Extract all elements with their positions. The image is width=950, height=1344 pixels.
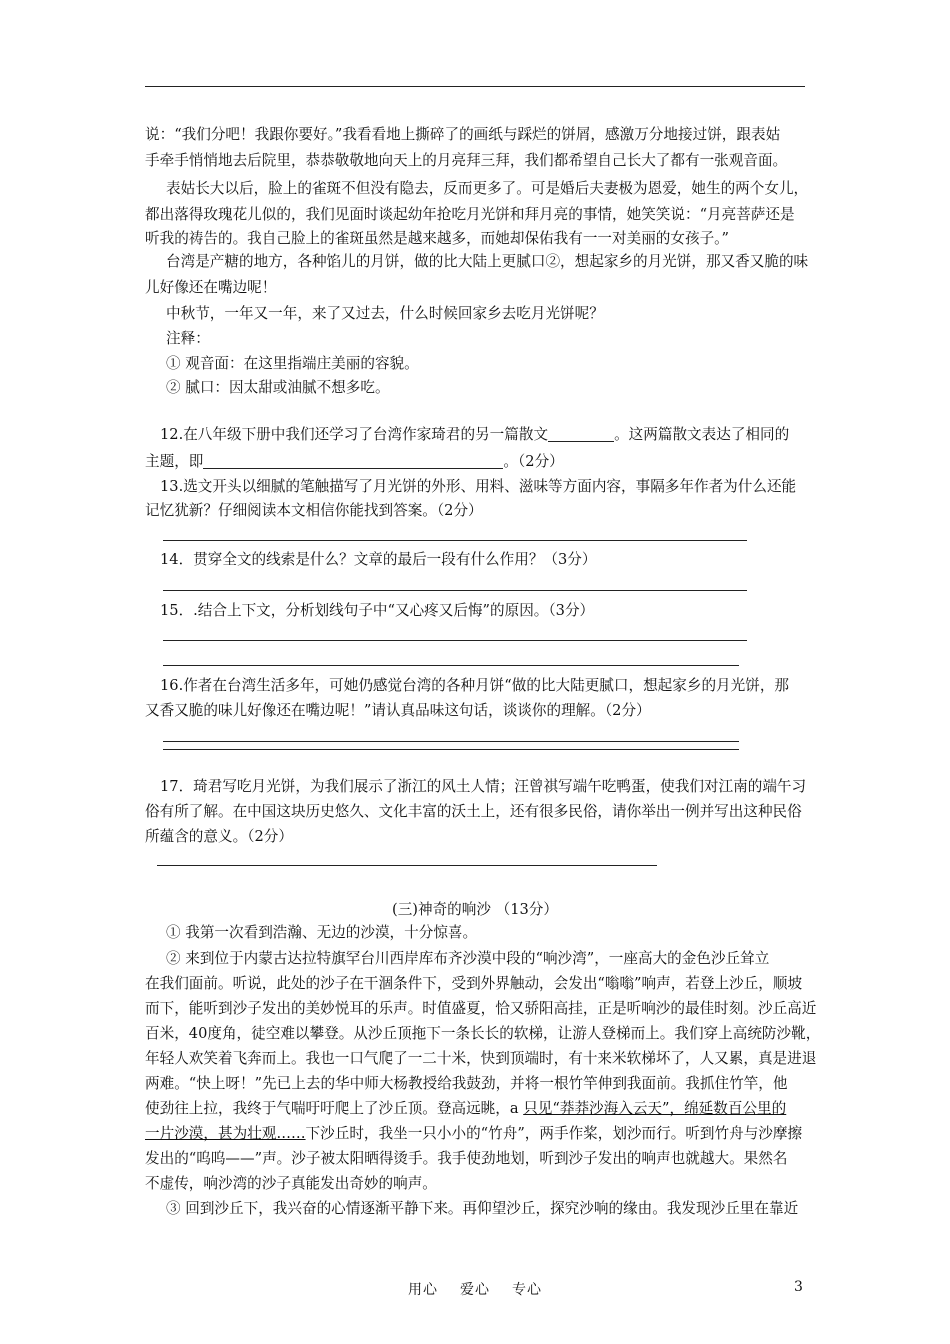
text-line: 中秋节，一年又一年，来了又过去，什么时候回家乡去吃月光饼呢？ [166,305,604,322]
answer-line[interactable] [157,865,657,866]
text-line: 手牵手悄悄地去后院里，恭恭敬敬地向天上的月亮拜三拜，我们都希望自己长大了都有一张观音面。 [145,152,788,169]
answer-line[interactable] [163,640,747,641]
text-line: 记忆犹新？仔细阅读本文相信你能找到答案。（2分） [145,502,483,519]
underlined-sentence: 只见“莽莽沙海入云天”，绵延数百公里的 [523,1100,787,1117]
text-line: 台湾是产糖的地方，各种馅儿的月饼，做的比大陆上更腻口②，想起家乡的月光饼，那又香又脆的味 [166,253,809,270]
text-line: 17．琦君写吃月光饼，为我们展示了浙江的风土人情；汪曾祺写端午吃鸭蛋，使我们对江南的端午习 [160,778,807,795]
text-line: 15．.结合上下文，分析划线句子中“又心疼又后悔”的原因。（3分） [160,602,595,619]
text-line: 都出落得玫瑰花儿似的，我们见面时谈起幼年抢吃月光饼和拜月亮的事情，她笑笑说：“月亮菩萨还是 [145,206,795,223]
text-line: 在我们面前。听说，此处的沙子在干涸条件下，受到外界触动，会发出“嗡嗡”响声，若登上沙丘，顺坡 [145,975,803,992]
text-line: 听我的祷告的。我自己脸上的雀斑虽然是越来越多，而她却保佑我有一一对美丽的女孩子。” [145,230,729,247]
text-line: 16.作者在台湾生活多年，可她仍感觉台湾的各种月饼“做的比大陆更腻口，想起家乡的月光饼，那 [160,677,790,694]
footer-word: 爱心 [460,1282,490,1298]
text-line: 又香又脆的味儿好像还在嘴边呢！”请认真品味这句话，谈谈你的理解。（2分） [145,702,651,719]
text-line: 年轻人欢笑着飞奔而上。我也一口气爬了一二十米，快到顶端时，有十来米软梯坏了，人又累，真是进退 [145,1050,817,1067]
underlined-sentence: 一片沙漠，甚为壮观…… [145,1125,306,1142]
text-line: 13.选文开头以细腻的笔触描写了月光饼的外形、用料、滋味等方面内容，事隔多年作者为什么还能 [160,478,797,495]
answer-line[interactable] [163,590,747,591]
q12-text-3: 主题，即 [145,453,204,470]
q12-text-1: 12.在八年级下册中我们还学习了台湾作家琦君的另一篇散文 [160,426,549,443]
text-line: 发出的“呜呜——”声。沙子被太阳晒得烫手。我手使劲地划，听到沙子发出的响声也就越大。果然名 [145,1150,788,1167]
sentence-marker-a: a [509,1100,524,1117]
text-line: 不虚传，响沙湾的沙子真能发出奇妙的响声。 [145,1175,437,1192]
answer-line[interactable] [163,741,739,742]
text-line: 14．贯穿全文的线索是什么？文章的最后一段有什么作用？（3分） [160,551,597,568]
footer [0,1279,950,1299]
paragraph-3: ③ 回到沙丘下，我兴奋的心情逐渐平静下来。再仰望沙丘，探究沙响的缘由。我发现沙丘里在靠近 [166,1200,799,1217]
text-line: 两难。“快上呀！”先已上去的华中师大杨教授给我鼓劲，并将一根竹竿伸到我面前。我抓住竹竿，他 [145,1075,788,1092]
answer-line[interactable] [163,540,747,541]
answer-blank[interactable] [203,452,503,469]
text-segment: 使劲往上拉，我终于气喘吁吁爬上了沙丘顶。登高远眺， [145,1100,510,1117]
text-line: 儿好像还在嘴边呢！ [145,279,277,296]
paragraph-1: ① 我第一次看到浩瀚、无边的沙漠，十分惊喜。 [166,924,478,941]
note-2: ② 腻口：因太甜或油腻不想多吃。 [166,379,390,396]
footer-word: 用心 [408,1282,438,1298]
text-segment: 下沙丘时，我坐一只小小的“竹舟”，两手作桨，划沙而行。听到竹舟与沙摩擦 [305,1125,803,1142]
text-line: 俗有所了解。在中国这块历史悠久、文化丰富的沃土上，还有很多民俗，请你举出一例并写出这种民俗 [145,803,802,820]
footer-word: 专心 [512,1282,542,1298]
text-line: 表姑长大以后，脸上的雀斑不但没有隐去，反而更多了。可是婚后夫妻极为恩爱，她生的两个女儿， [166,180,809,197]
text-line: ② 来到位于内蒙古达拉特旗罕台川西岸库布齐沙漠中段的“响沙湾”，一座高大的金色沙丘耸立 [166,950,770,967]
text-line: 而下，能听到沙子发出的美妙悦耳的乐声。时值盛夏，恰又骄阳高挂，正是听响沙的最佳时刻。沙丘高近 [145,1000,817,1017]
section-title: (三)神奇的响沙 （13分） [392,901,558,918]
answer-line[interactable] [163,665,739,666]
notes-title: 注释： [166,330,210,347]
q12-text-4: 。（2分） [503,453,564,470]
page-number: 3 [794,1279,803,1295]
answer-line[interactable] [163,749,739,750]
answer-blank[interactable] [548,425,614,442]
text-line: 说：“我们分吧！我跟你要好。”我看看地上撕碎了的画纸与踩烂的饼屑，感激万分地接过饼，跟表姑 [145,126,781,143]
q12-text-2: 。这两篇散文表达了相同的 [614,426,790,443]
note-1: ① 观音面：在这里指端庄美丽的容貌。 [166,355,419,372]
text-line: 所蕴含的意义。（2分） [145,828,293,845]
text-line: 百米，40度角，徒空难以攀登。从沙丘顶拖下一条长长的软梯，让游人登梯而上。我们穿上高统防沙靴， [145,1025,821,1042]
header-rule [145,86,805,87]
